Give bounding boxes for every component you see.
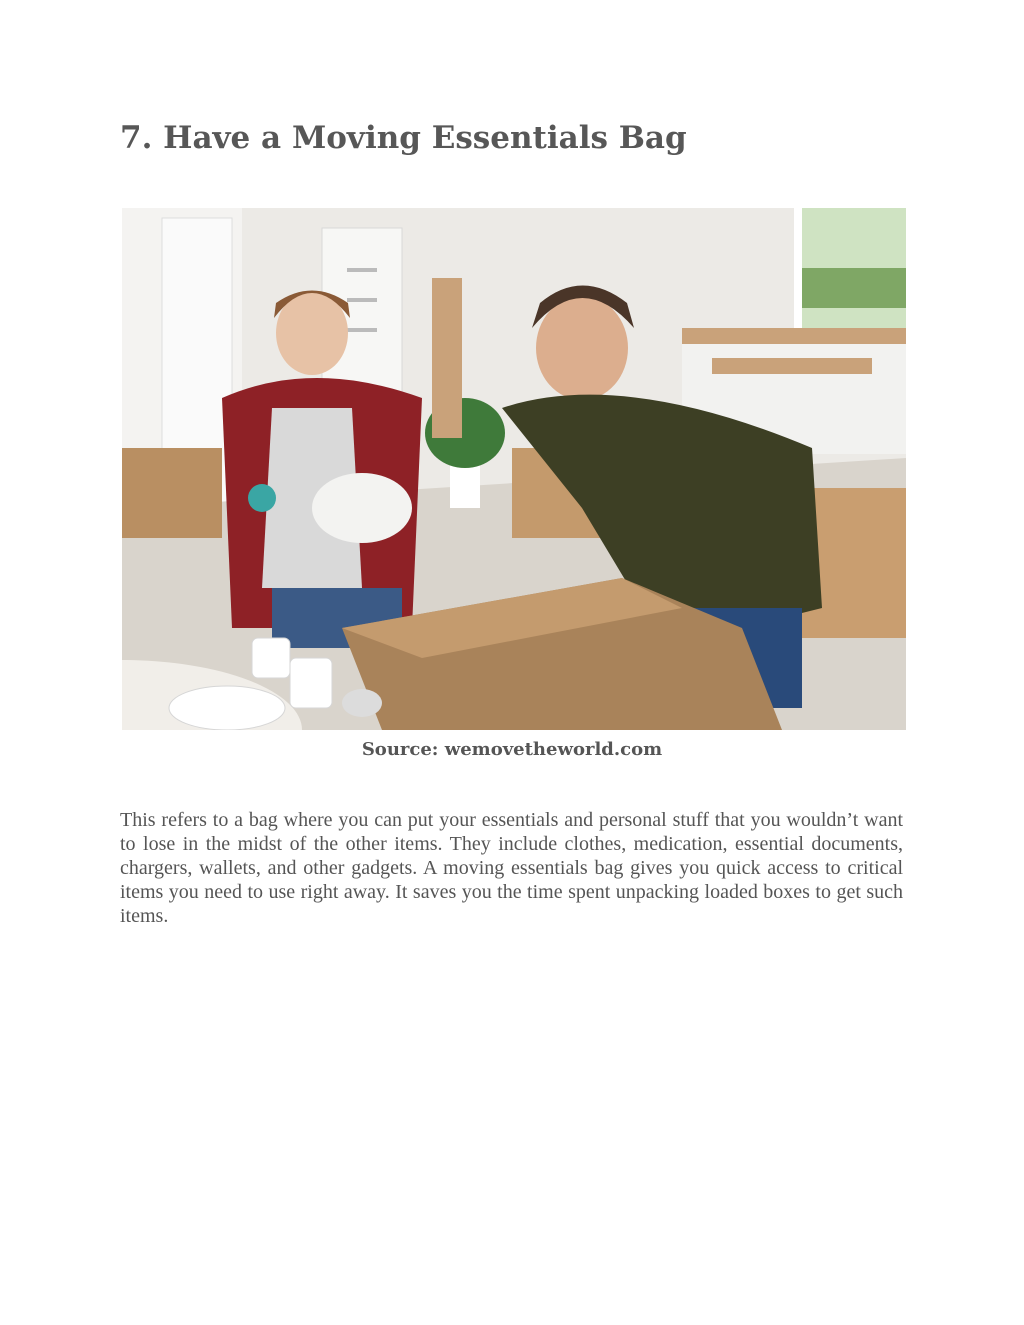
photo-plates <box>169 686 285 730</box>
photo-man <box>536 296 628 400</box>
article-photo <box>122 208 906 730</box>
section-heading: 7. Have a Moving Essentials Bag <box>120 120 687 156</box>
body-paragraph: This refers to a bag where you can put your essentials and personal stuff that you wouldn’t want to lose in the midst of the other items. They include clothes, medication, essential documents, chargers, wallets, and other gadgets. A moving essentials bag gives you quick access to critical items you need to use right away. It saves you the time spent unpacking loaded boxes to get such items. <box>120 809 903 927</box>
image-caption: Source: wemovetheworld.com <box>361 739 663 760</box>
